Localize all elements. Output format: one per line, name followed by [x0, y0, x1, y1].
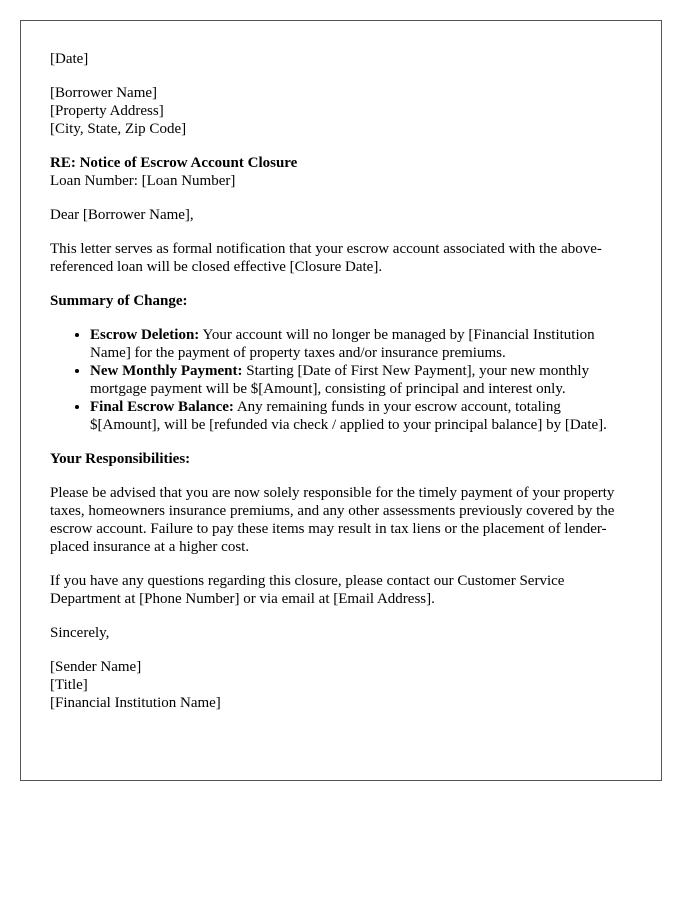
- item-label: Final Escrow Balance:: [90, 399, 234, 415]
- contact-paragraph: If you have any questions regarding this closure, please contact our Customer Service Department at [Phone Number] or via email at [Email Address].: [50, 573, 565, 607]
- list-item: [90, 362, 631, 398]
- re-line: RE: Notice of Escrow Account Closure: [50, 155, 298, 171]
- letter-date: [Date]: [50, 51, 89, 67]
- closing: Sincerely,: [50, 625, 110, 641]
- salutation: Dear [Borrower Name],: [50, 207, 194, 223]
- item-text: Your account will no longer be managed by [Financial Institution Name] for the payment of property taxes and/or insurance premiums.: [90, 327, 595, 361]
- item-label: Escrow Deletion:: [90, 327, 200, 343]
- recipient-block: [50, 84, 631, 138]
- loan-number: Loan Number: [Loan Number]: [50, 173, 236, 189]
- summary-list: [50, 326, 631, 434]
- recipient-name: [Borrower Name]: [50, 85, 158, 101]
- letter: [20, 20, 662, 781]
- list-item: [90, 398, 631, 434]
- sender-name: [Sender Name]: [50, 659, 142, 675]
- item-label: New Monthly Payment:: [90, 363, 243, 379]
- signature-block: [50, 658, 631, 712]
- sender-title: [Title]: [50, 677, 88, 693]
- item-text: Starting [Date of First New Payment], your new monthly mortgage payment will be $[Amount], consisting of principal and interest only.: [90, 363, 590, 397]
- sender-institution: [Financial Institution Name]: [50, 695, 221, 711]
- recipient-city-state-zip: [City, State, Zip Code]: [50, 121, 187, 137]
- summary-heading: Summary of Change:: [50, 293, 188, 309]
- responsibilities-paragraph: Please be advised that you are now solely responsible for the timely payment of your property taxes, homeowners insurance premiums, and any other assessments previously covered by the escrow account. Failure to pay these items may result in tax liens or the placement of lender-placed insurance at a higher cost.: [50, 485, 615, 555]
- responsibilities-heading: Your Responsibilities:: [50, 451, 191, 467]
- intro-paragraph: This letter serves as formal notification that your escrow account associated with the above-referenced loan will be closed effective [Closure Date].: [50, 241, 602, 275]
- recipient-address: [Property Address]: [50, 103, 164, 119]
- item-text: Any remaining funds in your escrow account, totaling $[Amount], will be [refunded via check / applied to your principal balance] by [Date].: [90, 399, 607, 433]
- subject-block: [50, 154, 631, 190]
- list-item: [90, 326, 631, 362]
